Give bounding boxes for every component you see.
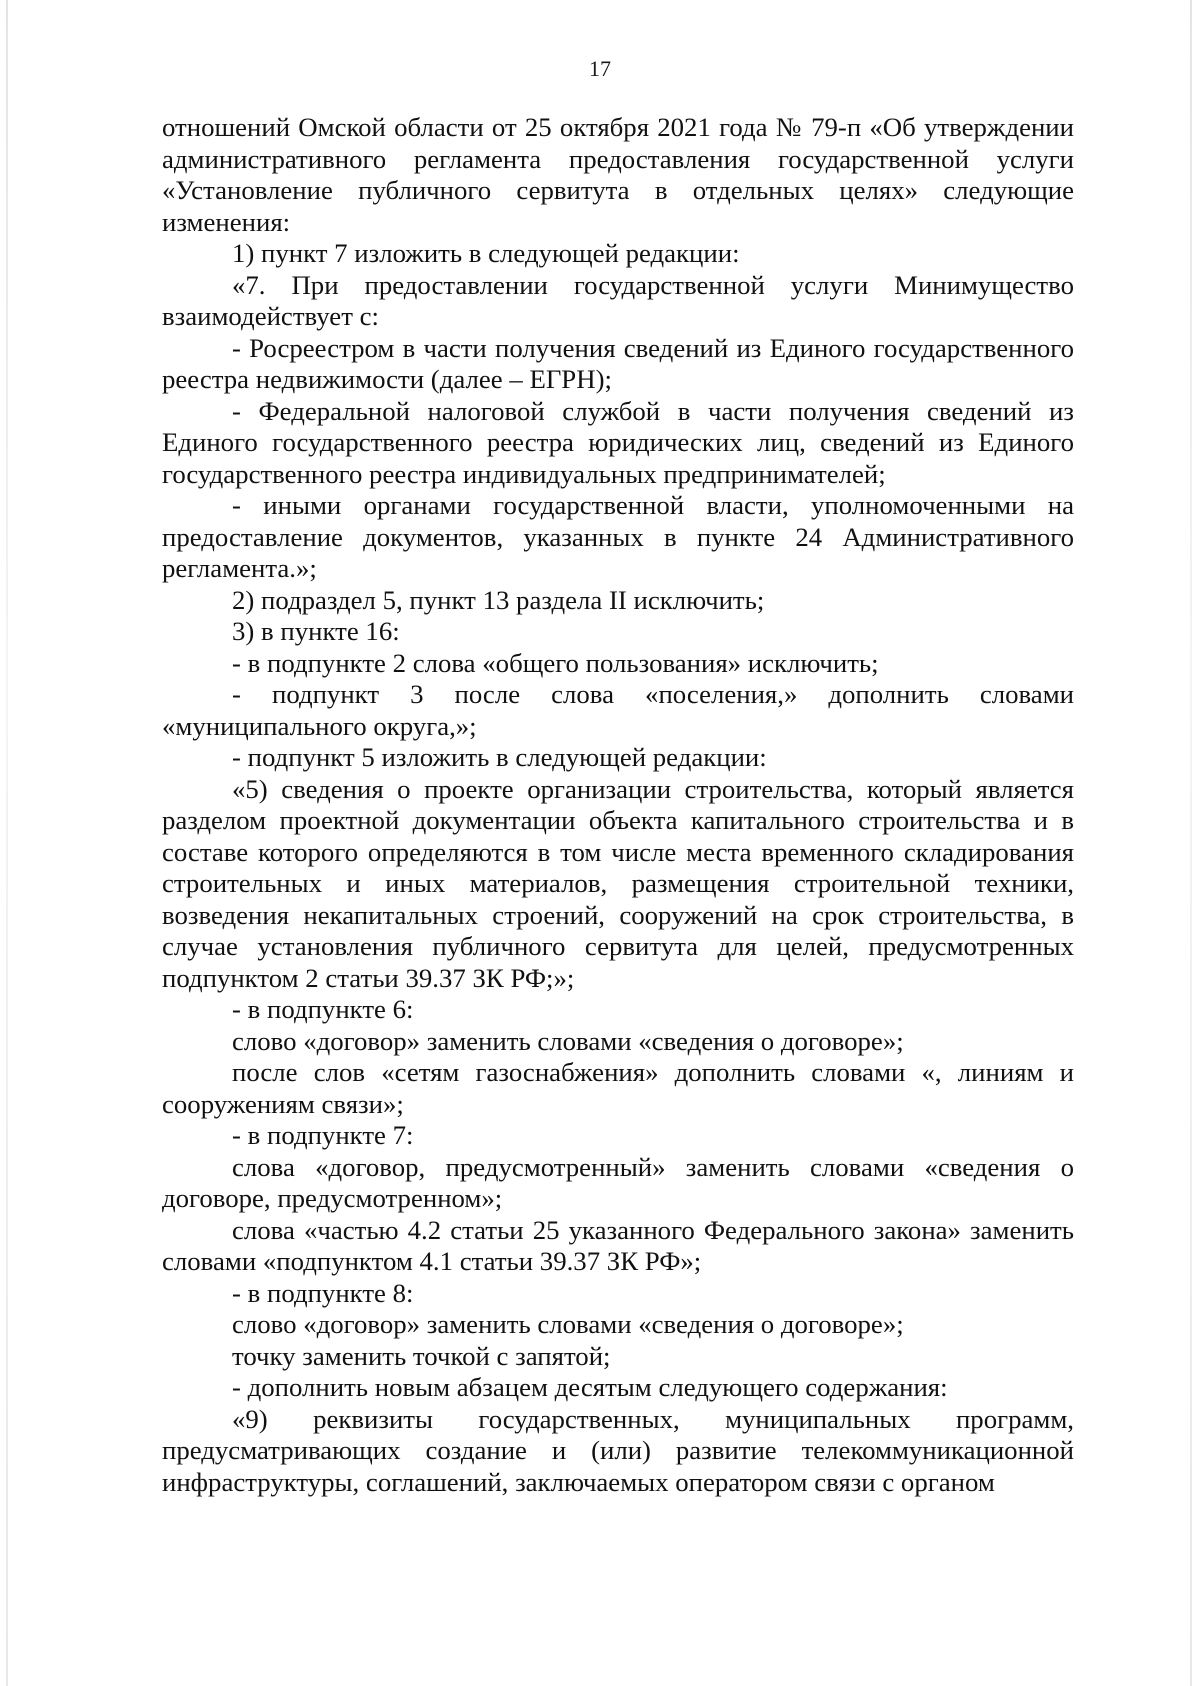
page-number: 17 (589, 56, 611, 81)
paragraph: - Росреестром в части получения сведений из Единого государственного реестра недвижимости (далее – ЕГРН); (162, 332, 1074, 394)
paragraph: - в подпункте 2 слова «общего пользования» исключить; (232, 647, 879, 678)
paragraph: слова «частью 4.2 статьи 25 указанного Федерального закона» заменить словами «подпунктом 4.1 статьи 39.37 ЗК РФ»; (162, 1214, 1074, 1276)
paragraph: - в подпункте 8: (232, 1277, 414, 1308)
paragraph: - иными органами государственной власти, уполномоченными на предоставление документов, указанных в пункте 24 Административного регламента.»; (162, 490, 1074, 583)
paragraph: 3) в пункте 16: (232, 616, 400, 646)
paragraph: «7. При предоставлении государственной услуги Минимущество взаимодействует с: (162, 269, 1074, 331)
paragraph: 2) подраздел 5, пункт 13 раздела II исключить; (232, 584, 765, 615)
paragraph: слово «договор» заменить словами «сведения о договоре»; (232, 1309, 904, 1339)
paragraph: - дополнить новым абзацем десятым следующего содержания: (232, 1372, 948, 1402)
paragraph: слово «договор» заменить словами «сведения о договоре»; (232, 1025, 904, 1056)
paragraph: 1) пункт 7 изложить в следующей редакции: (232, 238, 740, 268)
paragraph: слова «договор, предусмотренный» заменить словами «сведения о договоре, предусмотренном»; (162, 1151, 1074, 1213)
paragraph: - Федеральной налоговой службой в части получения сведений из Единого государственного реестра юридических лиц, сведений из Единого государственного реестра индивидуальных предпринимателей; (162, 395, 1074, 489)
paragraph: «9) реквизиты государственных, муниципальных программ, предусматривающих создание и (или) развитие телекоммуникационной инфраструктуры, соглашений, заключаемых оператором связи с органом (162, 1403, 1074, 1497)
paragraph: отношений Омской области от 25 октября 2021 года № 79-п «Об утверждении административного регламента предоставления государственной услуги «Установление публичного сервитута в отдельных целях» следующие изменения: (162, 112, 1074, 237)
paragraph: - подпункт 5 изложить в следующей редакции: (232, 742, 767, 772)
paragraph: - подпункт 3 после слова «поселения,» дополнить словами «муниципального округа,»; (162, 679, 1074, 741)
paragraph: точку заменить точкой с запятой; (232, 1340, 611, 1371)
scan-edge-right (1190, 0, 1192, 1686)
paragraph: - в подпункте 7: (232, 1120, 414, 1150)
paragraph: - в подпункте 6: (232, 994, 414, 1024)
scan-edge-left (6, 0, 8, 1686)
document-body (162, 112, 1074, 1498)
paragraph: «5) сведения о проекте организации строительства, который является разделом проектной документации объекта капитального строительства и в составе которого определяются в том числе места временного складирования строительных и иных материалов, размещения строительной техники, возведения некапитальных строений, сооружений на срок строительства, в случае установления публичного сервитута для целей, предусмотренных подпунктом 2 статьи 39.37 ЗК РФ;»; (162, 773, 1074, 993)
paragraph: после слов «сетям газоснабжения» дополнить словами «, линиям и сооружениям связи»; (162, 1057, 1074, 1119)
